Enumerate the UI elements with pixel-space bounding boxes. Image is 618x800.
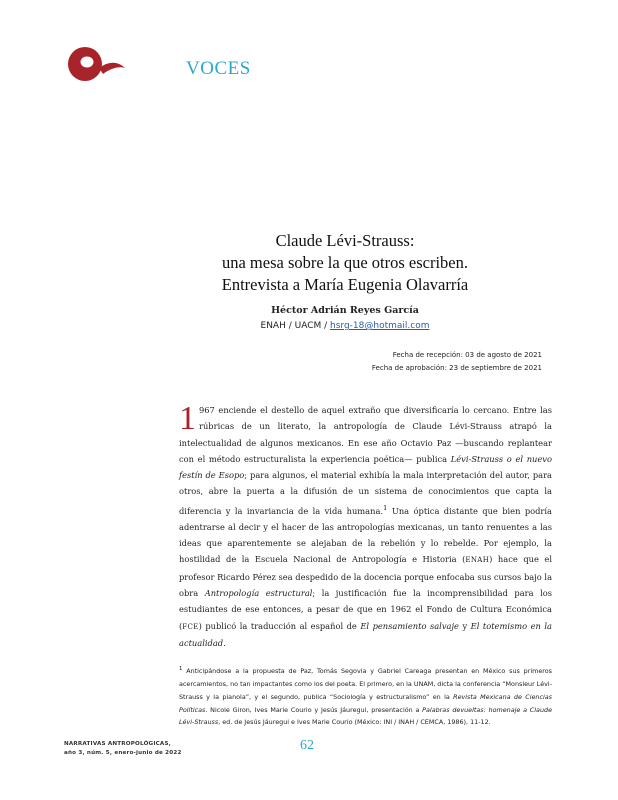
- drop-cap: 1: [179, 400, 196, 437]
- footnote-text: . Nicole Giron, Ives Marie Courio y Jesús Jáuregui, presentación a: [205, 705, 423, 714]
- journal-issue: año 3, núm. 5, enero-junio de 2022: [64, 750, 182, 756]
- received-date: Fecha de recepción: 03 de agosto de 2021: [392, 351, 542, 359]
- body-paragraph: [179, 402, 552, 651]
- body-text: Una óptica distante que bien podría adentrarse al decir y el hacer de las antropologías mexicanas, un tanto renuentes a las ideas que aparentemente se alejaban de la rebelión y lo rebelde. Por ejemplo, la hostilidad de la Escuela Nacional de Antropología e Historia (: [179, 505, 552, 565]
- title-line: Entrevista a María Eugenia Olavarría: [221, 275, 469, 294]
- journal-info: [64, 740, 182, 758]
- footnote: [179, 663, 552, 729]
- body-text: .: [223, 637, 226, 648]
- footnote-text: , ed. de Jesús Jáuregui e Ives Marie Courio (México: INI / INAH / CEMCA, 1986), 11-12.: [218, 718, 491, 727]
- footnote-ref[interactable]: 1: [383, 503, 388, 512]
- red-swirl-logo-icon: [63, 42, 127, 82]
- section-title: VOCES: [186, 58, 251, 79]
- body-text: y: [458, 620, 471, 631]
- book-title: El pensamiento salvaje: [360, 620, 459, 631]
- book-title: Lévi-Strauss o el nuevo festín de Esopo: [179, 453, 552, 481]
- body-text: ) publicó la traducción al español de: [198, 620, 361, 631]
- book-title: Antropología estructural: [204, 588, 313, 599]
- body-text: 967 enciende el destello de aquel extraño que diversificaría lo cercano. Entre las rúbricas de un literato, la antropología de Claude Lévi-Strauss atrapó la intelectualidad de algunos mexicanos. En ese año Octavio Paz —buscando replantear con el método estructuralista la experiencia poética— publica: [179, 405, 552, 464]
- author-name: Héctor Adrián Reyes García: [271, 305, 419, 316]
- acronym: ENAH: [465, 555, 490, 565]
- body-text: ) hace que el profesor Ricardo Pérez sea despedido de la docencia porque enfocaba sus cursos bajo la obra: [179, 554, 553, 599]
- body-text: ; para algunos, el material exhibía la mala interpretación del autor, para otros, abre la puerta a la difusión de un sistema de conocimientos que capta la diferencia y la invariancia de la vida humana.: [179, 470, 552, 516]
- footnote-text: Anticipándose a la propuesta de Paz, Tomás Segovia y Gabriel Careaga presentan en México sus primeros acercamientos, no tan impactantes como los del poeta. El primero, en la UNAM, dicta la conferencia “Monsieur Lévi-Strauss y la pianola”, y el segundo, publica “Sociología y estructuralismo” en la: [179, 667, 552, 701]
- author-affiliation: [175, 321, 515, 331]
- body-text: ; la justificación fue la incomprensibilidad para los estudiantes de ese entonces, a pesar de que en 1962 el Fondo de Cultura Económica (: [179, 588, 553, 631]
- email-link[interactable]: hsrg-18@hotmail.com: [330, 321, 430, 331]
- title-line: una mesa sobre la que otros escriben.: [221, 253, 469, 272]
- title-line: Claude Lévi-Strauss:: [275, 231, 415, 250]
- journal-title: Revista Mexicana de Ciencias Políticas: [179, 692, 552, 714]
- dates-block: [372, 349, 542, 375]
- book-title: El totemismo en la actualidad: [179, 620, 552, 648]
- book-title: Palabras devueltas: homenaje a Claude Lévi-Strauss: [179, 705, 552, 727]
- page-number: 62: [300, 738, 314, 753]
- acronym: FCE: [182, 621, 199, 631]
- footnote-mark: 1: [179, 666, 183, 672]
- approved-date: Fecha de aprobación: 23 de septiembre de 2021: [371, 364, 542, 372]
- affiliation-text: ENAH / UACM /: [260, 321, 331, 331]
- article-title: [175, 230, 515, 296]
- journal-name: NARRATIVAS ANTROPOLÓGICAS,: [64, 741, 171, 747]
